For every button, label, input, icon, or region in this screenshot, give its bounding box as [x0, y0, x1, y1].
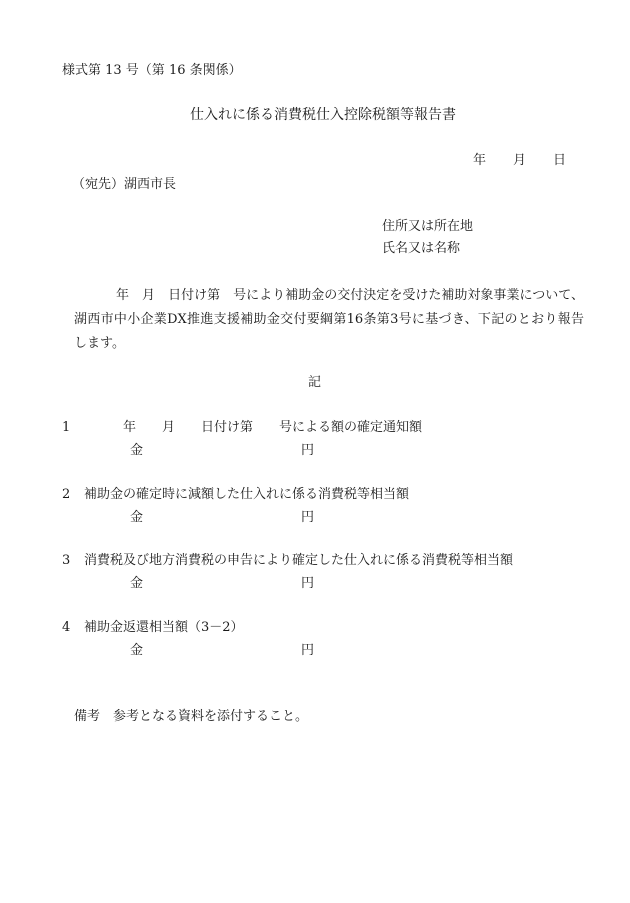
amount-kin-label: 金 [130, 510, 144, 525]
item-number: 3 [62, 553, 71, 568]
name-label: 氏名又は名称 [382, 241, 461, 256]
item-number: 1 [62, 420, 71, 435]
item-label: 消費税及び地方消費税の申告により確定した仕入れに係る消費税等相当額 [84, 553, 514, 568]
item-label: 年 月 日付け第 号による額の確定通知額 [84, 420, 423, 435]
item-label: 補助金の確定時に減額した仕入れに係る消費税等相当額 [84, 487, 410, 502]
date-day-label: 日 [553, 153, 567, 168]
remarks-note: 備考 参考となる資料を添付すること。 [74, 709, 309, 724]
body-text: 年 月 日付け第 号により補助金の交付決定を受けた補助対象事業について、湖西市中小企業DX推進支援補助金交付要綱第16条第3号に基づき、下記のとおり報告します。 [74, 288, 584, 351]
item-number: 4 [62, 620, 71, 635]
form-label: 様式第 13 号（第 16 条関係） [62, 63, 242, 78]
amount-en-label: 円 [301, 643, 315, 658]
amount-kin-label: 金 [130, 643, 144, 658]
amount-kin-label: 金 [130, 576, 144, 591]
item-label: 補助金返還相当額（3－2） [84, 620, 244, 635]
item-number: 2 [62, 487, 71, 502]
address-label: 住所又は所在地 [382, 219, 474, 234]
body-paragraph [74, 284, 584, 356]
date-year-label: 年 [473, 153, 487, 168]
date-month-label: 月 [513, 153, 527, 168]
document-title: 仕入れに係る消費税仕入控除税額等報告書 [190, 107, 456, 123]
addressee: （宛先）湖西市長 [72, 177, 177, 192]
amount-kin-label: 金 [130, 443, 144, 458]
amount-en-label: 円 [301, 510, 315, 525]
ki-heading: 記 [308, 375, 322, 390]
amount-en-label: 円 [301, 576, 315, 591]
amount-en-label: 円 [301, 443, 315, 458]
